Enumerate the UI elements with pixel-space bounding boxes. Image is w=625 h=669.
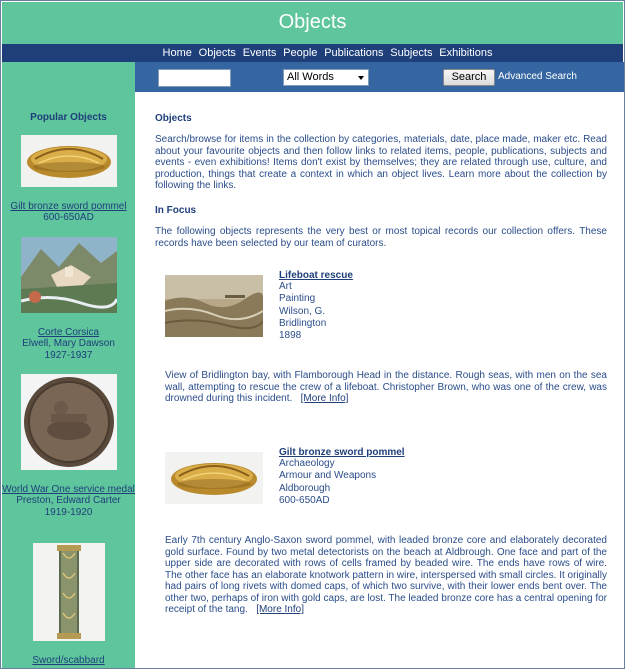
featured-item-maker: Wilson, G. <box>279 305 326 317</box>
sidebar <box>2 62 135 669</box>
nav-home[interactable]: Home <box>162 47 192 59</box>
popular-objects-heading: Popular Objects <box>30 112 107 123</box>
nav-objects[interactable]: Objects <box>198 47 236 59</box>
featured-item-meta <box>279 458 599 507</box>
popular-item-link[interactable]: Sword/scabbard <box>32 655 105 666</box>
featured-item-description <box>165 535 607 616</box>
featured-item-category: Art <box>279 281 292 292</box>
lifeboat-rescue-thumbnail[interactable] <box>165 275 263 337</box>
popular-item-link[interactable]: Corte Corsica <box>37 327 100 338</box>
popular-item-date: 1927-1937 <box>44 350 93 361</box>
popular-item <box>2 237 135 362</box>
search-scope-value: All Words <box>287 71 334 83</box>
corte-corsica-thumbnail[interactable] <box>21 237 117 313</box>
popular-item-date: 1919-1920 <box>44 507 93 518</box>
featured-item-title[interactable]: Lifeboat rescue <box>279 270 353 281</box>
popular-item-link[interactable]: Gilt bronze sword pommel <box>10 201 127 212</box>
featured-item-type: Armour and Weapons <box>279 470 377 482</box>
featured-item-meta <box>279 281 599 342</box>
popular-item <box>2 374 135 519</box>
nav-events[interactable]: Events <box>242 47 277 59</box>
page-title: Objects <box>278 11 347 33</box>
medal-thumbnail[interactable] <box>21 374 117 470</box>
scabbard-thumbnail[interactable] <box>33 543 105 641</box>
intro-heading: Objects <box>155 113 192 124</box>
popular-item-link[interactable]: World War One service medal <box>2 484 135 495</box>
search-button[interactable]: Search <box>443 69 495 86</box>
nav-publications[interactable]: Publications <box>324 47 384 59</box>
search-scope-select[interactable] <box>283 69 369 86</box>
featured-item-place: Aldborough <box>279 482 331 494</box>
search-bar <box>135 62 624 92</box>
search-input[interactable] <box>158 69 231 87</box>
in-focus-text: The following objects represents the very best or most topical records our collection offers. These records have been selected by our team of curators. <box>155 226 607 249</box>
pommel-thumbnail[interactable] <box>21 135 117 187</box>
chevron-down-icon <box>358 76 364 80</box>
popular-item <box>2 543 135 666</box>
featured-item-description <box>165 370 607 405</box>
intro-text: Search/browse for items in the collection by categories, materials, date, place made, maker etc. Read about your favourite objects and then follow links to related items, people, publications, subjects and events - even exhibitions! Items don't exist by themselves; they are related through use, culture, and production, things that create a context in which an object lives. Learn more about the collection by following the links. <box>155 134 607 191</box>
featured-item-place: Bridlington <box>279 317 327 329</box>
site-header <box>2 2 623 44</box>
featured-item <box>279 447 599 507</box>
popular-item-artist: Elwell, Mary Dawson <box>22 338 115 349</box>
advanced-search-link[interactable]: Advanced Search <box>498 71 577 82</box>
featured-item-category: Archaeology <box>279 458 335 469</box>
more-info-link[interactable]: [More Info] <box>300 393 349 404</box>
popular-item <box>2 135 135 224</box>
nav-subjects[interactable]: Subjects <box>390 47 433 59</box>
featured-item <box>279 270 599 342</box>
main-content <box>135 92 624 669</box>
featured-item-title[interactable]: Gilt bronze sword pommel <box>279 447 405 458</box>
pommel-thumbnail[interactable] <box>165 452 263 504</box>
main-nav <box>2 44 623 62</box>
popular-item-date: 600-650AD <box>43 212 94 223</box>
featured-item-description-text: Early 7th century Anglo-Saxon sword pommel, with leaded bronze core and elaborately decorated gold surface. Found by two metal detectorists on the beach at Aldbrough. One face and part of the upper side are decorated with rows of cells framed by beaded wire. The ends have rows of wire. The other face has an elaborate knotwork pattern in wire, interspersed with small circles. It originally had pairs of long rivets with domed caps, of which two survive, with their lower ends bent over. The other two, perhaps of iron with gold caps, are lost. The leaded bronze core has a central opening for receipt of the tang. <box>165 535 607 615</box>
more-info-link[interactable]: [More Info] <box>256 604 304 615</box>
featured-item-type: Painting <box>279 293 316 305</box>
featured-item-date: 1898 <box>279 330 302 342</box>
featured-item-date: 600-650AD <box>279 494 330 506</box>
popular-item-maker: Preston, Edward Carter <box>16 495 121 506</box>
featured-item-description-text: View of Bridlington bay, with Flamborough Head in the distance. Rough seas, with men on the sea wall, attempting to rescue the crew of a lifeboat. Christopher Brown, who was one of the crew, was drowned during this incident. <box>165 370 607 404</box>
nav-exhibitions[interactable]: Exhibitions <box>439 47 493 59</box>
nav-people[interactable]: People <box>283 47 318 59</box>
in-focus-heading: In Focus <box>155 205 197 216</box>
